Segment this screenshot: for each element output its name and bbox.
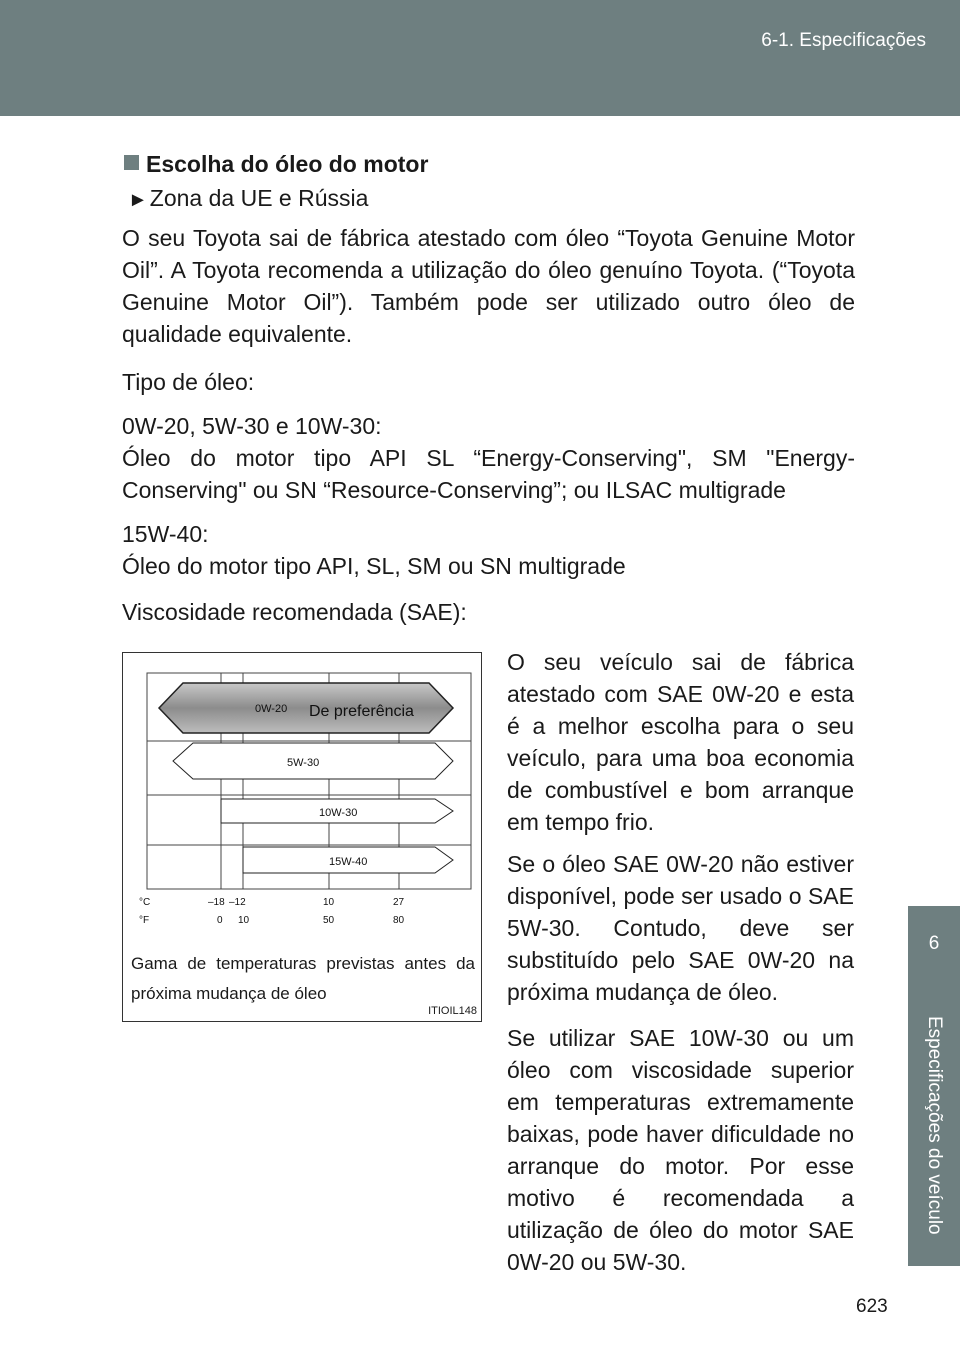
intro-paragraph: O seu Toyota sai de fábrica atestado com óleo “Toyota Genuine Motor Oil”. A Toyota recomenda a utilização do óleo genuíno Toyota. (“Toyota Genuine Motor Oil”). Também pode ser utilizado outro óleo de qualidade equivalente. [122, 225, 855, 347]
celsius-tick: 27 [393, 897, 405, 908]
fahrenheit-tick: 50 [323, 915, 335, 926]
band-0w20-note: De preferência [309, 703, 414, 720]
fahrenheit-tick: 10 [238, 915, 250, 926]
section-heading: Escolha do óleo do motor [124, 148, 428, 180]
section-title: 6-1. Especificações [761, 30, 926, 51]
band-15w40-label: 15W-40 [329, 856, 368, 868]
page-number: 623 [856, 1296, 888, 1317]
figure-caption: Gama de temperaturas previstas antes da próxima mudança de óleo [131, 954, 475, 1003]
chapter-number: 6 [928, 933, 940, 954]
chapter-title: Especificações do veículo [924, 1016, 945, 1235]
figure-code: ITIOIL148 [428, 1005, 477, 1017]
celsius-tick: 10 [323, 897, 335, 908]
right-paragraph-2: Se o óleo SAE 0W-20 não estiver disponível, pode ser usado o SAE 5W-30. Contudo, deve ser substituído pelo SAE 0W-20 na próxima mudança de óleo. [507, 851, 854, 1005]
oil-type-label: Tipo de óleo: [122, 369, 255, 395]
square-bullet-icon [124, 155, 139, 170]
grade1-text: Óleo do motor tipo API SL “Energy-Conserving", SM "Energy-Conserving" ou SN “Resource-Conserving”; ou ILSAC multigrade [122, 445, 855, 503]
celsius-unit: °C [139, 897, 151, 908]
grade1-label: 0W-20, 5W-30 e 10W-30: [122, 413, 382, 439]
viscosity-label: Viscosidade recomendada (SAE): [122, 599, 467, 625]
band-10w30-label: 10W-30 [319, 807, 358, 819]
page-header [0, 0, 960, 116]
fahrenheit-tick: 0 [217, 915, 223, 926]
zone-label: ►Zona da UE e Rússia [128, 185, 369, 211]
band-5w30-label: 5W-30 [287, 757, 320, 769]
grade2-label: 15W-40: [122, 521, 209, 547]
viscosity-figure [122, 652, 482, 1022]
fahrenheit-unit: °F [139, 915, 150, 926]
chapter-tab [908, 906, 960, 1266]
right-paragraph-3: Se utilizar SAE 10W-30 ou um óleo com viscosidade superior em temperaturas extremamente baixas, pode haver dificuldade no arranque do motor. Por esse motivo é recomendada a utilização de óleo do motor SAE 0W-20 ou 5W-30. [507, 1025, 854, 1275]
celsius-tick: –12 [229, 897, 246, 908]
fahrenheit-tick: 80 [393, 915, 405, 926]
right-paragraph-1: O seu veículo sai de fábrica atestado com SAE 0W-20 e esta é a melhor escolha para o seu veículo, para uma boa economia de combustível e bom arranque em tempo frio. [507, 649, 854, 835]
band-0w20-label: 0W-20 [255, 703, 288, 715]
celsius-tick: –18 [208, 897, 225, 908]
triangle-bullet-icon: ► [128, 189, 148, 211]
grade2-text: Óleo do motor tipo API, SL, SM ou SN multigrade [122, 553, 626, 579]
